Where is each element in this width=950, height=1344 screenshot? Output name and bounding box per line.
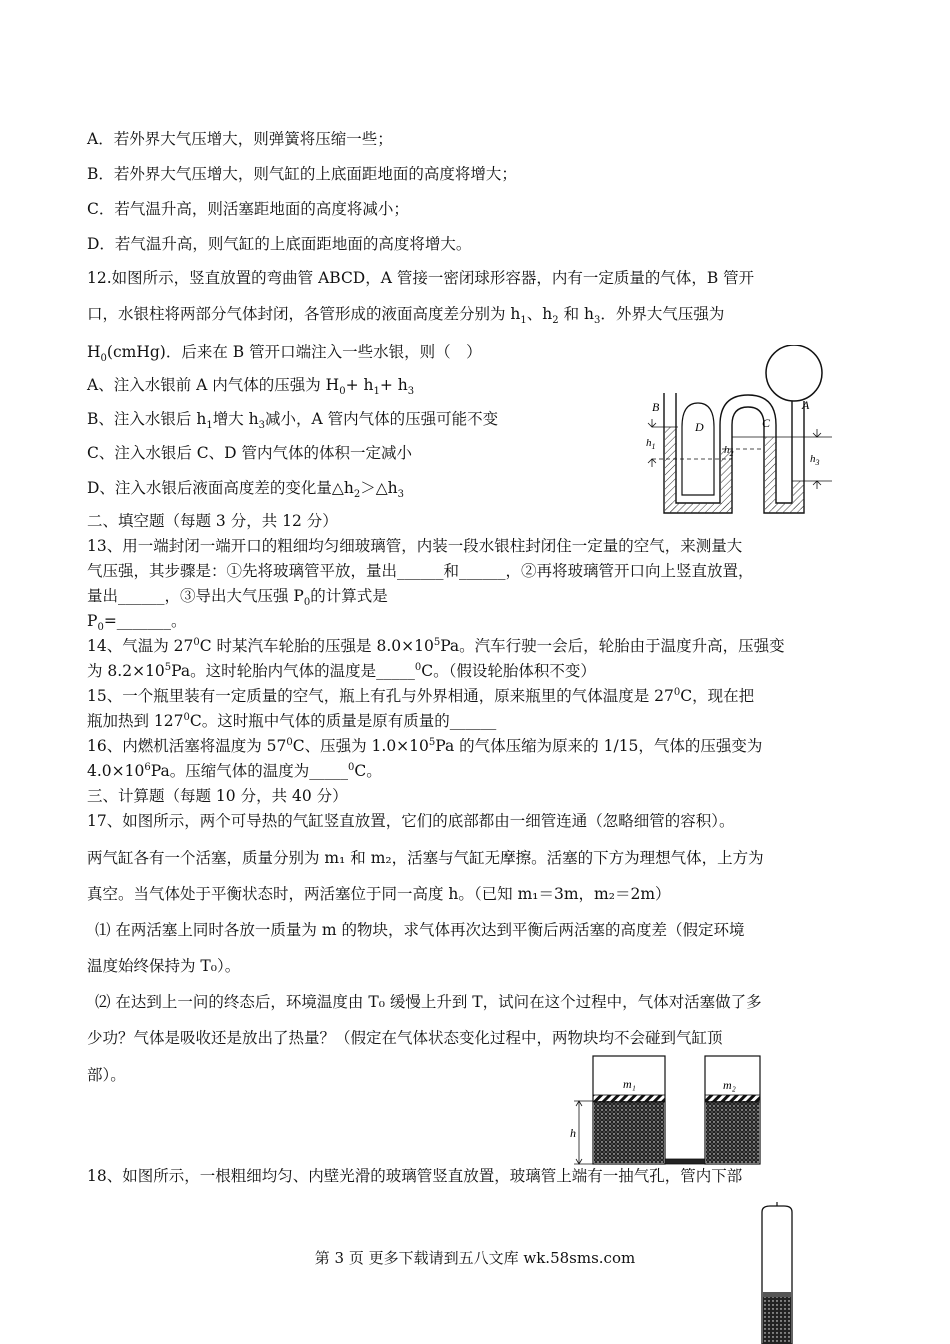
q17-part1-line1: ⑴ 在两活塞上同时各放一质量为 m 的物块，求气体再次达到平衡后两活塞的高度差（假定环境 — [95, 921, 745, 939]
q17-line1: 17、如图所示，两个可导热的气缸竖直放置，它们的底部都由一细管连通（忽略细管的容积）。 — [87, 812, 735, 830]
q15-line2: 瓶加热到 $127^0C$。这时瓶中气体的质量是原有质量的______ — [87, 711, 497, 730]
q11-option-a: A．若外界大气压增大，则弹簧将压缩一些； — [87, 130, 393, 148]
q13-line2: 气压强，其步骤是：①先将玻璃管平放，量出______和______，②再将玻璃管开口向上竖直放置， — [87, 562, 754, 580]
label-m2: m₂ — [723, 1078, 736, 1092]
label-d: D — [695, 420, 704, 434]
label-m1: m₁ — [623, 1077, 636, 1091]
label-a: A — [802, 398, 810, 412]
sphere-container — [766, 345, 822, 401]
piston-right — [705, 1095, 760, 1102]
q17-part2-line3: 部）。 — [87, 1066, 126, 1084]
page-footer: 第 3 页 更多下载请到五八文库 wk.58sms.com — [314, 1249, 636, 1267]
q12-option-b: B、注入水银后 $h_1$增大 $h_3$减小，A 管内气体的压强可能不变 — [87, 410, 499, 432]
q15-line1: 15、一个瓶里装有一定质量的空气，瓶上有孔与外界相通，原来瓶里的气体温度是 $27^0C$，现在把 — [87, 686, 755, 705]
label-c: C — [762, 416, 771, 430]
label-h: h — [570, 1126, 576, 1140]
section2-heading: 二、填空题（每题 3 分，共 12 分） — [87, 512, 338, 530]
label-h2: $h_2$ — [724, 444, 734, 458]
q12-stem-line3: $H_0(cmHg)$．后来在 B 管开口端注入一些水银，则（ ） — [87, 343, 482, 365]
q11-option-c: C．若气温升高，则活塞距地面的高度将减小； — [87, 200, 409, 218]
q11-option-b: B．若外界大气压增大，则气缸的上底面距地面的高度将增大； — [87, 165, 517, 183]
section3-heading: 三、计算题（每题 10 分，共 40 分） — [87, 787, 348, 805]
q17-line3: 真空。当气体处于平衡状态时，两活塞位于同一高度 h。（已知 m₁＝3m，m₂＝2m） — [87, 885, 671, 903]
q13-line4: $P_0=\_\_\_\_\_\_\_$。 — [87, 612, 187, 634]
q12-option-c: C、注入水银后 C、D 管内气体的体积一定减小 — [87, 444, 413, 462]
q12-option-d: D、注入水银后液面高度差的变化量$\triangle h_2>\triangle h_3$ — [87, 479, 404, 501]
q12-option-a: A、注入水银前 A 内气体的压强为 $H_0+ h_1+ h_3$ — [87, 376, 415, 398]
q16-line2: $4.0\times 10^6Pa$。压缩气体的温度为_____$^0$C。 — [87, 761, 382, 780]
q11-option-d: D．若气温升高，则气缸的上底面距地面的高度将增大。 — [87, 235, 472, 253]
q13-line3: 量出______，③导出大气压强 $P_0$的计算式是 — [87, 587, 388, 609]
q16-line1: 16、内燃机活塞将温度为 $57^0C$、压强为 $1.0\times 10^5Pa$ 的气体压缩为原来的 1/15，气体的压强变为 — [87, 736, 763, 755]
q12-tube-figure — [632, 345, 842, 525]
label-h1: $h_1$ — [646, 437, 656, 451]
q18-tube-figure — [752, 1200, 802, 1344]
q18-line1: 18、如图所示，一根粗细均匀、内壁光滑的玻璃管竖直放置，玻璃管上端有一抽气孔，管内下部 — [87, 1167, 743, 1185]
q17-cylinder-figure — [565, 1053, 785, 1168]
q12-stem-line1: 12.如图所示，竖直放置的弯曲管 ABCD，A 管接一密闭球形容器，内有一定质量的气体，B 管开 — [87, 269, 755, 287]
q14-line1: 14、气温为 $27^0C$ 时某汽车轮胎的压强是 $8.0\times 10^5Pa$。汽车行驶一会后，轮胎由于温度升高，压强变 — [87, 636, 785, 655]
q12-stem-line2: 口，水银柱将两部分气体封闭，各管形成的液面高度差分别为 $h_1$、$h_2$ 和 $h_3$．外界大气压强为 — [87, 305, 725, 327]
q14-line2: 为 $8.2\times 10^5Pa$。这时轮胎内气体的温度是_____$^0$C。（假设轮胎体积不变） — [87, 661, 596, 680]
piston-left — [593, 1095, 665, 1102]
q17-part1-line2: 温度始终保持为 T₀）。 — [87, 957, 241, 975]
label-h3: $h_3$ — [810, 453, 820, 467]
q13-line1: 13、用一端封闭一端开口的粗细均匀细玻璃管，内装一段水银柱封闭住一定量的空气，来测量大 — [87, 537, 743, 555]
q17-part2-line1: ⑵ 在达到上一问的终态后，环境温度由 T₀ 缓慢上升到 T，试问在这个过程中，气体对活塞做了多 — [95, 993, 762, 1011]
label-b: B — [652, 400, 660, 414]
q17-line2: 两气缸各有一个活塞，质量分别为 m₁ 和 m₂，活塞与气缸无摩擦。活塞的下方为理想气体，上方为 — [87, 849, 764, 867]
q17-part2-line2: 少功？气体是吸收还是放出了热量？（假定在气体状态变化过程中，两物块均不会碰到气缸顶 — [87, 1029, 723, 1047]
